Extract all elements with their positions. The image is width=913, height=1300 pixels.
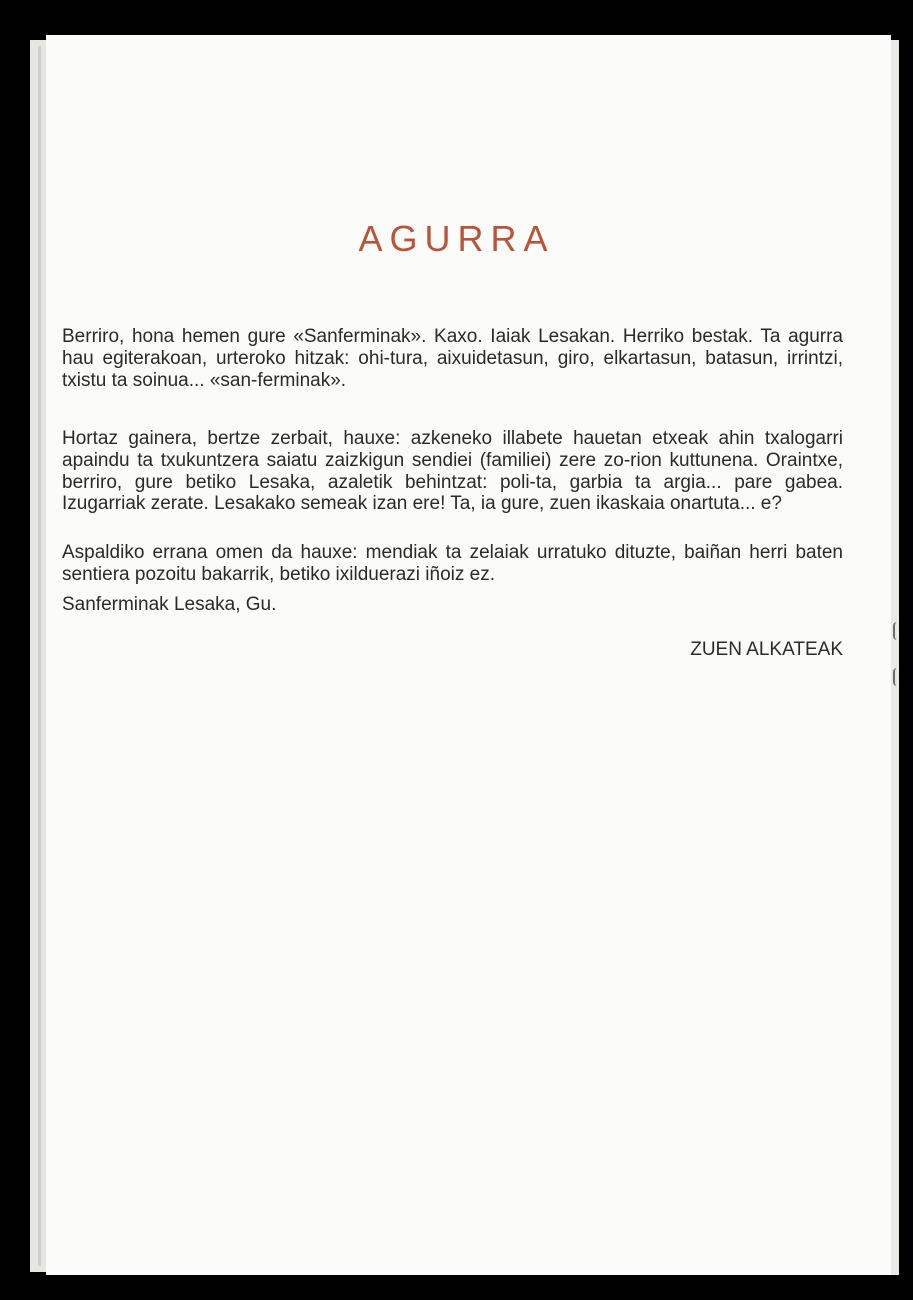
page-title: AGURRA — [358, 218, 555, 259]
paragraph-saying: Aspaldiko errana omen da hauxe: mendiak ta zelaiak urratuko dituzte, baiñan herri baten sentiera pozoitu bakarrik, betiko ixilduerazi iñoiz ez. — [62, 542, 843, 585]
binding-staple-mark — [893, 668, 903, 686]
paragraph-greeting: Berriro, hona hemen gure «Sanferminak». Kaxo. Iaiak Lesakan. Herriko bestak. Ta agurra hau egiterakoan, urteroko hitzak: ohi-tura, aixuidetasun, giro, elkartasun, batasun, irrintzi, txistu ta soinua... «san-ferminak». — [62, 326, 843, 391]
paragraph-thanks: Hortaz gainera, bertze zerbait, hauxe: azkeneko illabete hauetan etxeak ahin txalogarri apaindu ta txukuntzera saiatu zaizkigun sendiei (familiei) zere zo-rion kuttunena. Oraintxe, berriro, gure betiko Lesaka, azaletik behintzat: poli-ta, garbia ta argia... pare gabea. Izugarriak zerate. Lesakako semeak izan ere! Ta, ia gure, zuen ikaskaia onartuta... e? — [62, 428, 843, 515]
binding-staple-mark — [893, 622, 903, 640]
signature: ZUEN ALKATEAK — [690, 639, 843, 660]
paragraph-closing: Sanferminak Lesaka, Gu. — [62, 594, 277, 615]
